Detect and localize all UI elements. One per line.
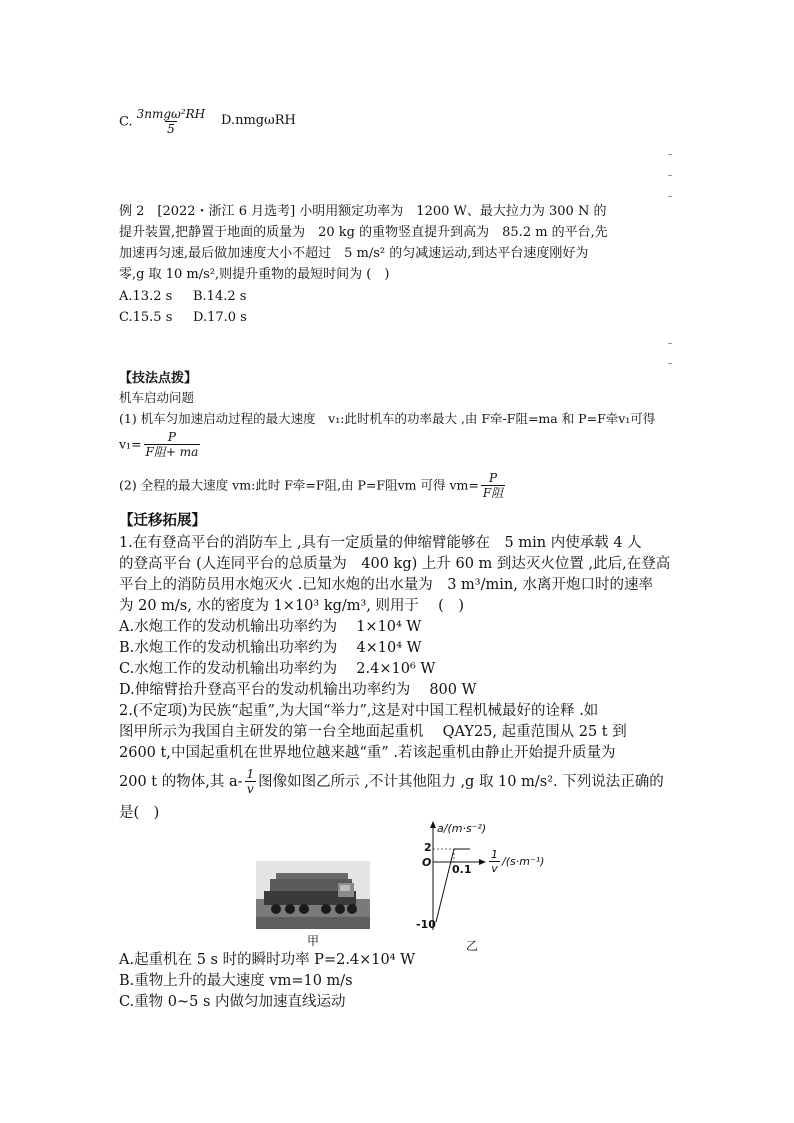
option-d: D.nmgωRH (221, 113, 296, 128)
tips-item1: (1) 机车匀加速启动过程的最大速度 v₁:此时机车的功率最大 ,由 F牵-F阻=ma 和 P=F牵v₁可得 (119, 411, 656, 426)
example2-option-a: A.13.2 s (119, 289, 173, 304)
margin-dash (668, 175, 672, 176)
option-c-label: C. (119, 114, 133, 130)
margin-dash (668, 363, 672, 364)
q1-line1: 1.在有登高平台的消防车上 ,具有一定质量的伸缩臂能够在 5 min 内使承载 4 人 (119, 535, 642, 551)
extension-heading: 【迁移拓展】 (119, 512, 206, 529)
tips-item2: (2) 全程的最大速度 vm:此时 F牵=F阻,由 P=F阻vm 可得 vm= $\frac{P}{\text{F阻}}$ (119, 471, 504, 500)
x-axis-label: $\frac{1}{v}$ /(s·m⁻¹) (491, 848, 545, 875)
example2-line2: 提升装置,把静置于地面的质量为 20 kg 的重物竖直提升到高为 85.2 m 的平台,先 (119, 225, 608, 240)
q2-line4: 200 t 的物体,其 a- $\frac{1}{v}$ 图像如图乙所示 ,不计其他阻力 ,g 取 10 m/s². 下列说法正确的 (119, 767, 664, 796)
tick-x: 0.1 (452, 863, 472, 876)
example2-line4: 零,g 取 10 m/s²,则提升重物的最短时间为 ( ) (119, 267, 390, 282)
example2-option-c: C.15.5 s (119, 310, 173, 325)
example2-line3: 加速再匀速,最后做加速度大小不超过 5 m/s² 的匀减速运动,到达平台速度刚好为 (119, 246, 589, 261)
margin-dash (668, 343, 672, 344)
x-axis-arrow (479, 859, 486, 865)
q1-line3: 平台上的消防员用水炮灭火 .已知水炮的出水量为 3 m³/min, 水离开炮口时的速率 (119, 577, 653, 593)
photo-caption: 甲 (307, 934, 320, 948)
q2-option-b: B.重物上升的最大速度 vm=10 m/s (119, 973, 353, 989)
y-axis-label: a/(m·s⁻²) (437, 822, 487, 835)
q2-option-a: A.起重机在 5 s 时的瞬时功率 P=2.4×10⁴ W (119, 952, 416, 968)
q2-inline-fraction: $\frac{1}{v}$ (246, 767, 255, 796)
q1-option-a: A.水炮工作的发动机输出功率约为 1×10⁴ W (119, 619, 422, 635)
crane-image (256, 861, 370, 929)
q2-line5: 是( ) (119, 805, 160, 821)
tips-formula1: v₁= $\frac{P}{\text{F阻+ ma}}$ (119, 430, 199, 459)
option-c (119, 108, 209, 136)
q1-line4: 为 20 m/s, 水的密度为 1×10³ kg/m³, 则用于 ( ) (119, 598, 464, 614)
origin-label: O (422, 856, 432, 869)
q2-line1: 2.(不定项)为民族“起重”,为大国“举力”,这是对中国工程机械最好的诠释 .如 (119, 703, 599, 719)
q2-line2: 图甲所示为我国自主研发的第一台全地面起重机 QAY25, 起重范围从 25 t 到 (119, 724, 627, 740)
q1-option-b: B.水炮工作的发动机输出功率约为 4×10⁴ W (119, 640, 422, 656)
q2-option-c: C.重物 0~5 s 内做匀加速直线运动 (119, 994, 346, 1010)
tick-y-top: 2 (424, 841, 432, 854)
q1-option-c: C.水炮工作的发动机输出功率约为 2.4×10⁶ W (119, 661, 436, 677)
a-inverse-v-graph (418, 818, 558, 936)
graph-line-slope (436, 849, 454, 922)
q1-line2: 的登高平台 (人连同平台的总质量为 400 kg) 上升 60 m 到达灭火位置 ,此后,在登高 (119, 556, 671, 572)
tips-heading: 【技法点拨】 (119, 371, 198, 386)
graph-caption: 乙 (466, 939, 479, 953)
tick-y-bottom: -10 (416, 918, 436, 931)
crane-photo (256, 861, 370, 929)
y-axis-arrow (430, 821, 436, 828)
q2-line3: 2600 t,中国起重机在世界地位越来越“重” .若该起重机由静止开始提升质量为 (119, 745, 616, 761)
example2-option-b: B.14.2 s (193, 289, 247, 304)
margin-dash (668, 196, 672, 197)
option-c-fraction: $\frac{\text{3nmgω²RH}}{5}$ (136, 107, 206, 136)
tips-subheading: 机车启动问题 (119, 390, 195, 405)
q1-option-d: D.伸缩臂抬升登高平台的发动机输出功率约为 800 W (119, 682, 477, 698)
margin-dash (668, 154, 672, 155)
example2-option-d: D.17.0 s (193, 310, 247, 325)
example2-line1: 例 2 [2022・浙江 6 月选考] 小明用额定功率为 1200 W、最大拉力为 300 N 的 (119, 204, 607, 219)
